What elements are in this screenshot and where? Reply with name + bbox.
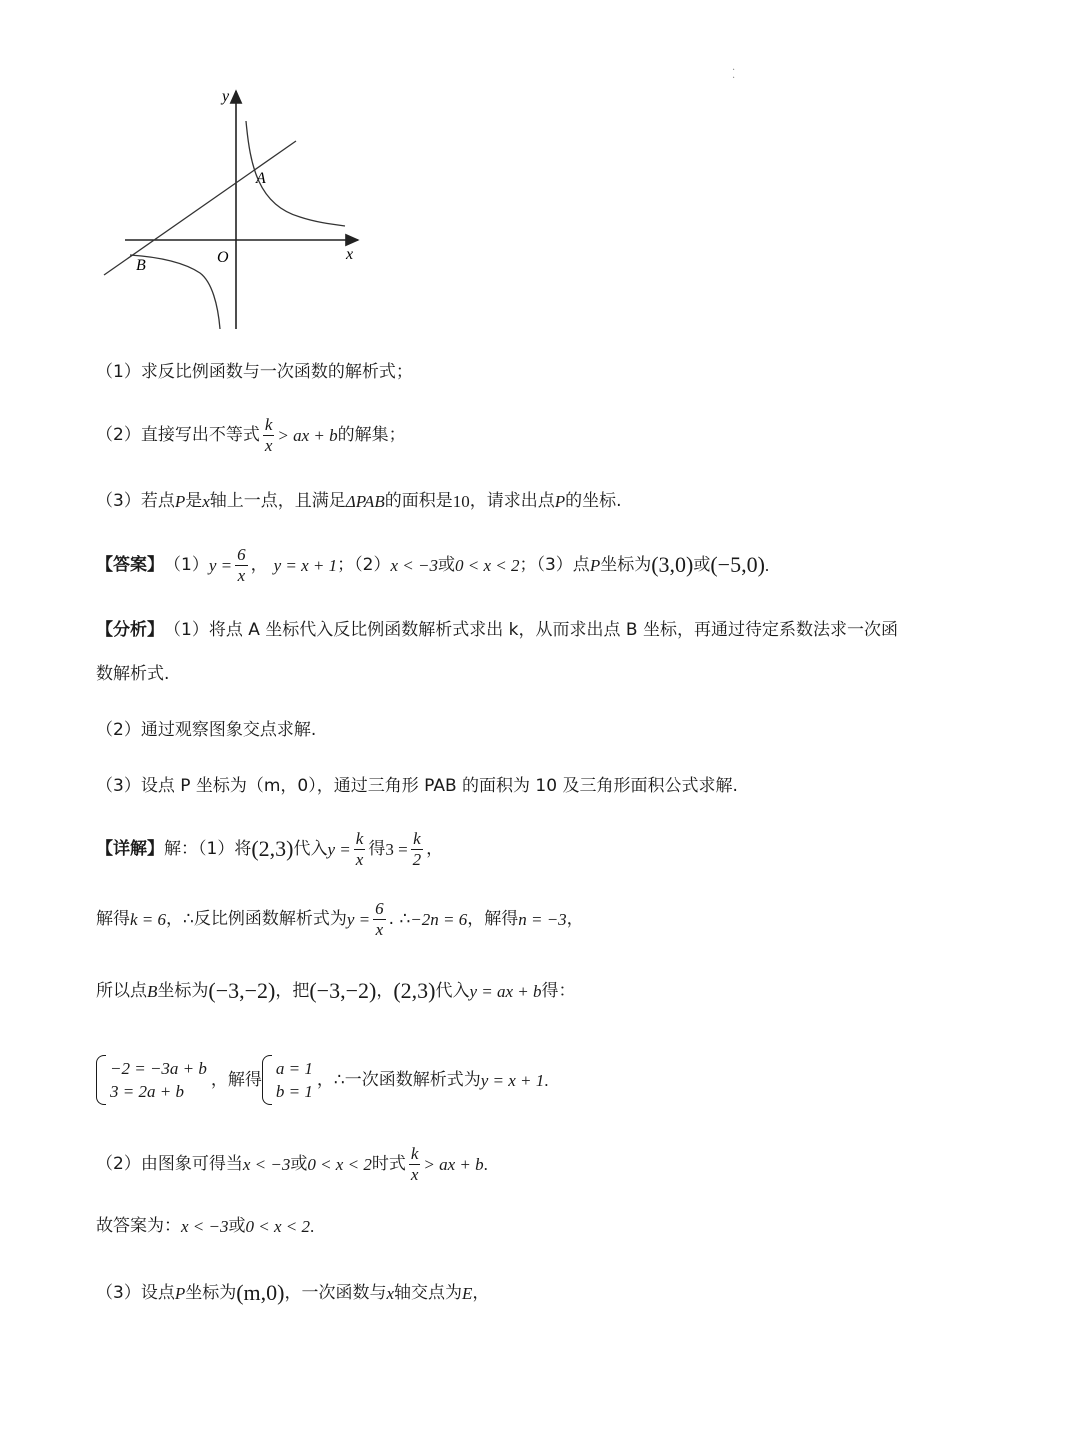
- analysis-line-4: （3）设点 P 坐标为（m，0），通过三角形 PAB 的面积为 10 及三角形面积公式求解.: [96, 776, 738, 796]
- detail-line-7: （3）设点 P 坐标为 (m,0) ，一次函数与 x 轴交点为 E ，: [96, 1280, 490, 1305]
- detail-line-2: 解得 k = 6 ，∴反比例函数解析式为 y = $\frac{6}{x}$ . ∴ −2n = 6 ，解得 n = −3 ，: [96, 899, 584, 939]
- question-1: （1）求反比例函数与一次函数的解析式；: [96, 362, 413, 382]
- point-b-label: B: [136, 257, 146, 274]
- analysis-line-3: （2）通过观察图象交点求解.: [96, 720, 317, 740]
- function-graph: [100, 85, 370, 335]
- equation-system-2: a = 1 b = 1: [262, 1055, 313, 1105]
- x-axis-label: x: [346, 246, 354, 263]
- detail-line-3: 所以点 B 坐标为 (−3,−2) ，把 (−3,−2) ， (2,3) 代入 y = ax + b 得：: [96, 978, 576, 1003]
- origin-label: O: [217, 249, 229, 266]
- answer-line: 【答案】 （1） y = $\frac{6}{x}$ ， y = x + 1 ；（2） x < −3 或 0 < x < 2 ；（3）点 P 坐标为 (3,0) 或 (−5,0) .: [96, 545, 770, 585]
- question-3: （3）若点 P 是 x 轴上一点，且满足 ΔPAB 的面积是 10 ，请求出点 P 的坐标.: [96, 491, 622, 511]
- detail-line-5: （2）由图象可得当 x < −3 或 0 < x < 2 时式 $\frac{k}{x}$ > ax + b .: [96, 1144, 488, 1184]
- question-2: （2）直接写出不等式 $\frac{k}{x}$ > ax + b 的解集；: [96, 415, 406, 455]
- equation-system-1: −2 = −3a + b 3 = 2a + b: [96, 1055, 207, 1105]
- detail-line-6: 故答案为： x < −3 或 0 < x < 2 .: [96, 1216, 315, 1236]
- point-a-label: A: [256, 170, 266, 187]
- y-axis-label: y: [222, 88, 230, 105]
- analysis-line-1: 【分析】 （1）将点 A 坐标代入反比例函数解析式求出 k，从而求出点 B 坐标，再通过待定系数法求一次函: [96, 620, 898, 640]
- fraction-k-over-x: $\frac{k}{x}$: [264, 415, 273, 455]
- corner-marks: . .: [732, 62, 736, 81]
- detail-line-1: 【详解】 解：（1）将 (2,3) 代入 y = $\frac{k}{x}$ 得 3 = $\frac{k}{2}$ ，: [96, 829, 444, 869]
- analysis-line-2: 数解析式.: [96, 664, 170, 684]
- detail-line-4: −2 = −3a + b 3 = 2a + b ，解得 a = 1 b = 1 ，∴一次函数解析式为 y = x + 1 .: [96, 1055, 1020, 1105]
